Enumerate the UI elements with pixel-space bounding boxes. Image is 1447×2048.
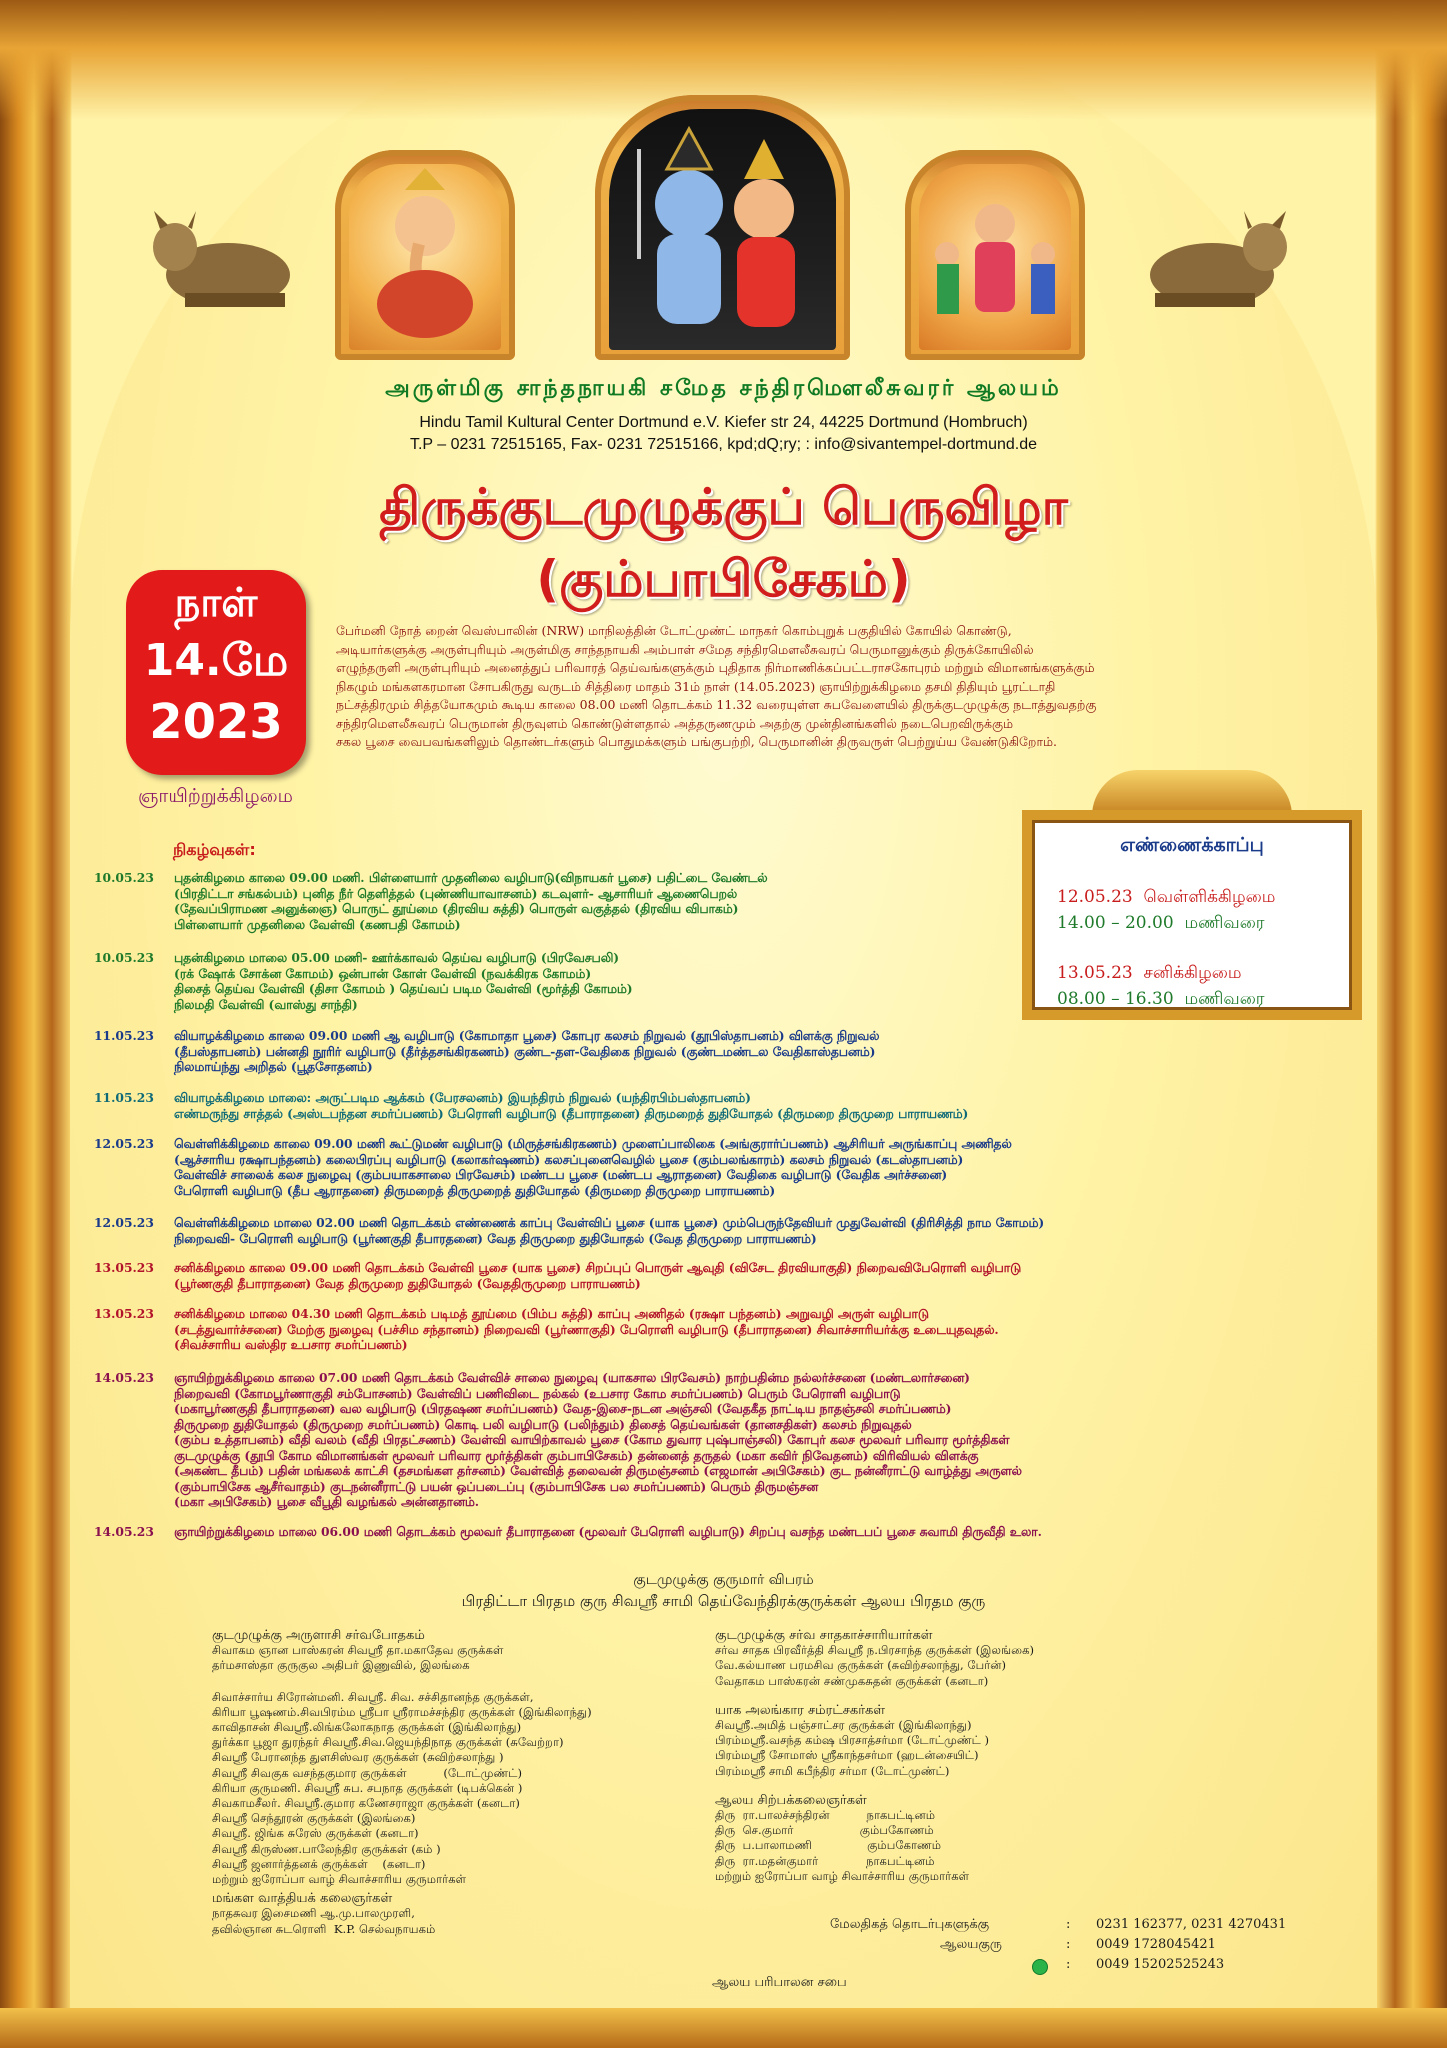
oil-box-day: வெள்ளிக்கிழமை	[1143, 887, 1276, 907]
event-line: (தேவப்பிராமண அனுக்ஞை) பொருட் தூய்மை (திரவிய சுத்தி) பொருள் வகுத்தல் (திரவிய விபாகம்)	[174, 901, 739, 916]
event-text	[174, 1136, 1384, 1198]
event-text	[174, 1260, 1384, 1291]
weekday-label: ஞாயிற்றுக்கிழமை	[138, 785, 293, 807]
gurus-heading: குடமுழுக்கு குருமார் விபரம்	[633, 1572, 814, 1588]
event-line: திசைத் தெய்வ வேள்வி (திசா கோமம் ) தெய்வப் படிம வேள்வி (மூர்த்தி கோமம்)	[174, 981, 633, 996]
event-line: வெள்ளிக்கிழமை மாலை 02.00 மணி தொடக்கம் எண்ணைக் காப்பு வேள்விப் பூசை (யாக பூசை) மும்பெருந்தேவியர் முதுவேள்வி (திரிசித்தி நாம கோமம்)	[174, 1215, 1045, 1230]
gurus-right-column	[715, 1628, 1275, 1884]
date-badge	[126, 570, 306, 775]
contact-colon: :	[1066, 1957, 1071, 1972]
oil-box-date: 13.05.23	[1057, 963, 1133, 983]
guru-line: சிவாகம ஞான பாஸ்கரன் சிவஸ்ரீ தா.மகாதேவ குருக்கள்	[212, 1643, 504, 1658]
footer-committee: ஆலய பரிபாலன சபை	[712, 1975, 847, 1990]
event-date: 14.05.23	[94, 1370, 154, 1385]
guru-line: திரு ரா.பாலச்சந்திரன் நாகபட்டினம்	[715, 1808, 936, 1823]
event-line: (கும்பாபிசேக ஆசீர்வாதம்) குடநன்னீராட்டு பயன் ஒப்படைப்பு (கும்பாபிசேக பல சமர்ப்பணம்) பெரும் திருமஞ்சன	[174, 1478, 819, 1494]
event-line: வேள்விச் சாலைக் கலச நுழைவு (கும்பயாகசாலை பிரவேசம்) மண்டப பூசை (மண்டப ஆராதனை) வேதிகை வழிபாடு (வேதிக அர்ச்சனை)	[174, 1167, 948, 1182]
guru-block-title: ஆலய சிற்பக்கலைஞர்கள்	[715, 1792, 867, 1808]
event-date: 11.05.23	[94, 1090, 154, 1105]
contact-phone-1[interactable]: 0231 162377, 0231 4270431	[1096, 1917, 1287, 1932]
event-line: சனிக்கிழமை காலை 09.00 மணி தொடக்கம் வேள்வி பூசை (யாக பூசை) சிறப்புப் பொருள் ஆவுதி (விசேட திரவியாகுதி) நிறைவவிபேரொளி வழிபாடு	[174, 1260, 1022, 1275]
event-line: நிலமதி வேள்வி (வாஸ்து சாந்தி)	[174, 996, 358, 1012]
guru-block	[715, 1628, 1275, 1689]
event-line: (அகண்ட தீபம்) பதின் மங்கலக் காட்சி (தசமங்கள தர்சனம்) வேள்வித் தலைவன் திருமஞ்சனம் (எஜமான் அபிசேகம்) குட நன்னீராட்டு வாழ்த்து அருளல்	[174, 1463, 1022, 1478]
guru-line: மற்றும் ஐரோப்பா வாழ் சிவாச்சாரிய குருமார்கள்	[212, 1872, 467, 1887]
guru-line: சிவாச்சார்ய சிரோன்மனி. சிவஸ்ரீ. சிவ. சச்சிதானந்த குருக்கள்,	[212, 1689, 534, 1704]
guru-line: காவிதாசன் சிவஸ்ரீ.லிங்கலோகநாத குருக்கள் (இங்கிலாந்து)	[212, 1720, 522, 1735]
guru-block	[212, 1891, 712, 1937]
event-line: வியாழக்கிழமை மாலை: அருட்படிம ஆக்கம் (பேரசலனம்) இயந்திரம் நிறுவல் (யந்திரபிம்பஸ்தாபனம்)	[174, 1090, 751, 1105]
guru-line: சிவகாமசீலர். சிவஸ்ரீ.குமார கணேசராஜா குருக்கள் (கனடா)	[212, 1796, 520, 1811]
guru-line: திரு செ.குமார் கும்பகோணம்	[715, 1823, 934, 1838]
oil-box-date: 12.05.23	[1057, 887, 1133, 907]
event-date: 12.05.23	[94, 1215, 154, 1230]
whatsapp-icon	[1032, 1959, 1048, 1975]
event-text	[174, 1524, 1384, 1540]
contacts-block	[830, 1917, 1370, 1977]
oil-box-suffix: மணிவரை	[1184, 913, 1265, 933]
intro-line: சகல பூசை வைபவங்களிலும் தொண்டர்களும் பொதுமக்களும் பங்குபற்றி, பெருமானின் திருவருள் பெற்றுய்ய வேண்டுகிறோம்.	[336, 734, 1058, 749]
gurus-left-column	[212, 1628, 712, 1937]
guru-line: கிரியா பூஷணம்.சிவபிரம்ம ஸ்ரீபா ஸ்ரீராமச்சந்திர குருக்கள் (இங்கிலாந்து)	[212, 1704, 592, 1719]
event-date: 12.05.23	[94, 1136, 154, 1151]
guru-line: கிரியா குருமணி. சிவஸ்ரீ சுப. சபநாத குருக்கள் (டிபக்கென் )	[212, 1780, 523, 1795]
oil-box-time: 08.00 – 16.30	[1057, 989, 1174, 1009]
event-line: ஞாயிற்றுக்கிழமை காலை 07.00 மணி தொடக்கம் வேள்விச் சாலை நுழைவு (யாகசால பிரவேசம்) நாற்பதின்ம நல்லர்ச்சனை (மண்டலார்சனை)	[174, 1370, 971, 1385]
guru-line: சிவஸ்ரீ. ஜிங்க சுரேஸ் குருக்கள் (கனடா)	[212, 1826, 419, 1841]
box-frame	[1022, 810, 1362, 1020]
event-line: (சிவச்சாரிய வஸ்திர உபசார சமர்ப்பணம்)	[174, 1337, 408, 1352]
intro-line: எழுந்தருளி அருள்புரியும் அனைத்துப் பரிவாரத் தெய்வங்களுக்கும் புதிதாக நிர்மாணிக்கப்பட்டராசகோபுரம் மற்றும் விமானங்களுக்கும்	[336, 660, 1095, 675]
guru-line: வே.கல்யாண பரமசிவ குருக்கள் (சுவிற்சலாந்து, பேர்ன்)	[715, 1658, 1007, 1673]
event-line: ஞாயிற்றுக்கிழமை மாலை 06.00 மணி தொடக்கம் மூலவர் தீபாராதனை (மூலவர் பேரொளி வழிபாடு) சிறப்பு வசந்த மண்டபப் பூசை சுவாமி திருவீதி உலா.	[174, 1524, 1042, 1539]
contact-colon: :	[1066, 1917, 1071, 1932]
intro-line: நிகழும் மங்களகரமான சோபகிருது வருடம் சித்திரை மாதம் 31ம் நாள் (14.05.2023) ஞாயிற்றுக்கிழமை தசமி திதியும் பூரட்டாதி	[336, 678, 1056, 694]
temple-name: அருள்மிகு சாந்தநாயகி சமேத சந்திரமௌலீசுவரர் ஆலயம்	[385, 376, 1062, 401]
guru-line: திரு ப.பாலாமணி கும்பகோணம்	[715, 1838, 942, 1853]
event-line: புதன்கிழமை காலை 09.00 மணி. பிள்ளையார் முதனிலை வழிபாடு(விநாயகர் பூசை) பதிட்டை வேண்டல்	[174, 870, 768, 885]
event-line: (கும்ப உத்தாபனம்) வீதி வலம் (வீதி பிரதட்சணம்) வேள்வி வாயிற்காவல் பூசை (கோம துவார புஷ்பாஞ்சலி) கோபுர் கலச மூலவர் பரிவார மூர்த்திகள்	[174, 1432, 1010, 1447]
guru-line: நாதசுவர இசைமணி ஆ.மு.பாலமுரளி,	[212, 1906, 415, 1921]
oil-anointing-box	[1022, 770, 1362, 1020]
guru-line: சிவஸ்ரீ செந்தூரன் குருக்கள் (இலங்கை)	[212, 1811, 416, 1826]
event-line: நிறைவவி (கோமபூர்ணாகுதி சம்போசனம்) வேள்விப் பணிவிடை நல்கல் (உபசார கோம சமர்ப்பணம்) பெரும் பேரொளி வழிபாடு	[174, 1385, 901, 1401]
intro-line: நட்சத்திரமும் சித்தயோகமும் கூடிய காலை 08.00 மணி தொடக்கம் 11.32 வரையுள்ள சுபவேளையில் திருக்குடமுழுக்கு நடாத்துவதற்கு	[336, 697, 1097, 712]
date-badge-word: நாள்	[174, 580, 258, 626]
contact-colon: :	[1066, 1937, 1071, 1952]
guru-line: துர்க்கா பூஜா துரந்தர் சிவஸ்ரீ.சிவ.ஜெயந்திநாத குருக்கள் (சுவேற்றா)	[212, 1735, 564, 1750]
address-line: Hindu Tamil Kultural Center Dortmund e.V. Kiefer str 24, 44225 Dortmund (Hombruch)	[419, 414, 1028, 431]
festival-title: திருக்குடமுழுக்குப் பெருவிழா	[379, 478, 1068, 536]
intro-line: அடியார்களுக்கு அருள்புரியும் அருள்மிகு சாந்தநாயகி அம்பாள் சமேத சந்திரமௌலீசுவரப் பெருமானுக்கும் திருக்கோயிலில்	[336, 641, 1034, 657]
event-line: சனிக்கிழமை மாலை 04.30 மணி தொடக்கம் படிமத் தூய்மை (பிம்ப சுத்தி) காப்பு அணிதல் (ரக்ஷா பந்தனம்) அறுவழி அருள் வழிபாடு	[174, 1306, 929, 1321]
event-date: 13.05.23	[94, 1260, 154, 1275]
event-line: குடமுழுக்கு (தூபி கோம விமானங்கள் மூலவர் பரிவார மூர்த்திகள் கும்பாபிசேகம்) தன்னைத் தருதல் (மகா கவிர் நிவேதனம்) விரிவியல் விளக்கு	[174, 1447, 979, 1463]
contact-phone-2[interactable]: 0049 1728045421	[1096, 1937, 1216, 1952]
guru-line: பிரம்மஸ்ரீ.வசந்த கம்ஷ பிரசாத்சர்மா (டோட்முண்ட் )	[715, 1733, 990, 1748]
event-line: பேரொளி வழிபாடு (தீப ஆராதனை) திருமறைத் திருமுறைத் துதியோதல் (திருமறை திருமுறை பாராயணம்)	[174, 1182, 776, 1198]
event-line: எண்மருந்து சாத்தல் (அஸ்டபந்தன சமர்ப்பணம்) பேரொளி வழிபாடு (தீபாராதனை) திருமறைத் துதியோதல் (திருமறை திருமுறை பாராயணம்)	[174, 1105, 969, 1121]
event-line: திருமுறை துதியோதல் (திருமுறை சமர்ப்பணம்) கொடி பலி வழிபாடு (பலிந்தும்) திசைத் தெய்வங்கள் (தானசதிகள்) கலசம் நிறுவுதல்	[174, 1416, 912, 1432]
guru-block	[212, 1690, 712, 1888]
guru-block-title: குடமுழுக்கு அருளாசி சர்வபோதகம்	[212, 1628, 425, 1643]
guru-line: சர்வ சாதக பிரவீர்த்தி சிவஸ்ரீ ந.பிரசாந்த குருக்கள் (இலங்கை)	[715, 1643, 1035, 1658]
event-date: 14.05.23	[94, 1524, 154, 1539]
events-heading: நிகழ்வுகள்:	[173, 840, 256, 859]
guru-line: சிவஸ்ரீ ஜனார்த்தனக் குருக்கள் (கனடா)	[212, 1856, 426, 1871]
intro-line: சந்திரமௌலீசுவரப் பெருமான் திருவுளம் கொண்டுள்ளதால் அத்தருணமும் அதற்கு முன்தினங்களில் நடைபெறவிருக்கும்	[336, 715, 1014, 731]
oil-box-time: 14.00 – 20.00	[1057, 913, 1174, 933]
guru-block-title: மங்கள வாத்தியக் கலைஞர்கள்	[212, 1891, 393, 1907]
event-line: (ஆச்சாரிய ரக்ஷாபந்தனம்) கலைபிரப்பு வழிபாடு (கலாகர்ஷணம்) கலசப்புனைவெழில் பூசை (கும்பலங்காரம்) கலசம் நிறுவல் (கடஸ்தாபனம்)	[174, 1151, 964, 1167]
oil-box-row-1	[1057, 884, 1275, 936]
guru-line: தவில்ஞான சுடரொளி K.P. செல்வநாயகம்	[212, 1921, 436, 1936]
event-line: பிள்ளையார் முதனிலை வேள்வி (கணபதி கோமம்)	[174, 916, 461, 932]
guru-block	[715, 1793, 1275, 1884]
event-text	[174, 1215, 1384, 1246]
intro-line: பேர்மனி நோத் றைன் வெஸ்பாலின் (NRW) மாநிலத்தின் டோட்முண்ட் மாநகர் கொம்புறுக் பகுதியில் கோயில் கொண்டு,	[336, 623, 1012, 638]
date-badge-day-month: 14.மே	[143, 635, 289, 686]
guru-line: பிரம்மஸ்ரீ சாமி கபீந்திர சர்மா (டோட்முண்ட்)	[715, 1763, 950, 1778]
event-line: புதன்கிழமை மாலை 05.00 மணி- ஊர்க்காவல் தெய்வ வழிபாடு (பிரவேசபலி)	[174, 950, 620, 965]
event-text	[174, 1028, 1384, 1075]
bottom-border	[0, 2008, 1447, 2048]
murugan-image	[905, 150, 1085, 360]
event-line: (தீபஸ்தாபனம்) பன்னதி நூரிர் வழிபாடு (தீர்த்தசங்கிரகணம்) குண்ட-தள-வேதிகை நிறுவல் (குண்டமண்டல வேதிகாஸ்தபனம்)	[174, 1043, 876, 1059]
oil-box-row-2	[1057, 960, 1265, 1012]
event-line: (ரக் ஷோக் சோக்ன கோமம்) ஒன்பான் கோள் வேள்வி (நவக்கிரக கோமம்)	[174, 965, 592, 981]
guru-block-title: யாக அலங்கார சம்ரட்சகர்கள்	[715, 1702, 886, 1718]
event-text	[174, 1090, 1384, 1121]
nandi-bull-left-image	[140, 205, 300, 315]
guru-block-title: குடமுழுக்கு சர்வ சாதகாச்சாரியார்கள்	[715, 1628, 933, 1643]
guru-block	[715, 1703, 1275, 1779]
main-guru: பிரதிட்டா பிரதம குரு சிவஸ்ரீ சாமி தெய்வேந்திரக்குருக்கள் ஆலய பிரதம குரு	[461, 1592, 986, 1610]
event-date: 10.05.23	[94, 950, 154, 965]
guru-line: பிரம்மஸ்ரீ சோமாஸ் ஸ்ரீகாந்தசர்மா (ஹடன்சையிட்)	[715, 1748, 979, 1763]
ganesha-image	[335, 150, 515, 360]
festival-subtitle: (கும்பாபிசேகம்)	[536, 550, 911, 608]
event-line: வெள்ளிக்கிழமை காலை 09.00 மணி கூட்டுமண் வழிபாடு (மிருத்சங்கிரகணம்) முளைப்பாலிகை (அங்குரார்ப்பணம்) ஆசிரியர் அருங்காப்பு அணிதல்	[174, 1136, 1012, 1151]
contact-label-more-info: மேலதிகத் தொடர்புகளுக்கு	[830, 1917, 990, 1932]
guru-line: சிவஸ்ரீ.அமித் பஞ்சாட்சர குருக்கள் (இங்கிலாந்து)	[715, 1718, 972, 1733]
event-date: 10.05.23	[94, 870, 154, 885]
event-line: (பூர்ணகுதி தீபாராதனை) வேத திருமுறை துதியோதல் (வேததிருமுறை பாராயணம்)	[174, 1275, 641, 1291]
event-line: (பிரதிட்டா சங்கல்பம்) புனித நீர் தெளித்தல் (புண்ணியாவாசனம்) கடவுளர்- ஆசாரியர் ஆணைபெறல்	[174, 885, 738, 901]
guru-line: தர்மசாஸ்தா குருகுல அதிபர் இணுவில், இலங்கை	[212, 1658, 470, 1673]
oil-box-suffix: மணிவரை	[1184, 989, 1265, 1009]
guru-line: சிவஸ்ரீ கிருஸ்ண.பாலேந்திர குருக்கள் (கம் )	[212, 1841, 441, 1856]
oil-box-title: எண்ணைக்காப்பு	[1120, 834, 1264, 856]
shiva-parvati-image	[595, 95, 850, 360]
event-line: (மகாபூர்ணகுதி தீபாராதனை) வல வழிபாடு (பிரதஷண சமர்ப்பணம்) வேத-இசை-நடன அஞ்சலி (வேதகீத நாட்டிய நாதஞ்சலி சமர்ப்பணம்)	[174, 1401, 952, 1416]
oil-box-day: சனிக்கிழமை	[1143, 963, 1242, 983]
event-date: 11.05.23	[94, 1028, 154, 1043]
contact-line: T.P – 0231 72515165, Fax- 0231 72515166, kpd;dQ;ry; : info@sivantempel-dortmund.de	[409, 436, 1037, 453]
guru-line: திரு ரா.மதன்குமார் நாகபட்டினம்	[715, 1853, 935, 1868]
event-line: வியாழக்கிழமை காலை 09.00 மணி ஆ வழிபாடு (கோமாதா பூசை) கோபுர கலசம் நிறுவல் (தூபிஸ்தாபனம்) விளக்கு நிறுவல்	[174, 1028, 880, 1043]
guru-line: சிவஸ்ரீ சிவகுக வசந்தகுமார குருக்கள் (டோட்முண்ட்)	[212, 1765, 523, 1780]
event-line: நிலமாய்ந்து அறிதல் (பூதசோதனம்)	[174, 1059, 373, 1074]
guru-line: மற்றும் ஐரோப்பா வாழ் சிவாச்சாரிய குருமார்கள்	[715, 1868, 970, 1883]
contact-phone-3[interactable]: 0049 15202525243	[1096, 1957, 1225, 1972]
guru-block	[212, 1628, 712, 1674]
guru-line: சிவஸ்ரீ பேரானந்த துளசிஸ்வர குருக்கள் (சுவிற்சலாந்து )	[212, 1750, 504, 1765]
date-badge-year: 2023	[149, 694, 283, 750]
event-line: (மகா அபிசேகம்) பூசை வீபூதி வழங்கல் அன்னதானம்.	[174, 1494, 480, 1509]
event-text	[174, 1370, 1384, 1510]
event-date: 13.05.23	[94, 1306, 154, 1321]
contact-label-priest: ஆலயகுரு	[940, 1937, 1002, 1952]
event-line: நிறைவவி- பேரொளி வழிபாடு (பூர்ணகுதி தீபாரதனை) வேத திருமுறை துதியோதல் (வேத திருமுறை பாராயணம்)	[174, 1230, 817, 1246]
guru-line: வேதாகம பாஸ்கரன் சண்முகசுதன் குருக்கள் (கனடா)	[715, 1673, 989, 1688]
event-text	[174, 1306, 1384, 1353]
intro-paragraph	[336, 622, 1336, 752]
nandi-bull-right-image	[1140, 205, 1300, 315]
event-line: (சடத்துவார்ச்சனை) மேற்கு நுழைவு (பச்சிம சந்தானம்) நிறைவவி (பூர்ணாகுதி) பேரொளி வழிபாடு (தீபாராதனை) சிவாச்சாரியர்க்கு உடையுதவுதல்.	[174, 1321, 999, 1337]
